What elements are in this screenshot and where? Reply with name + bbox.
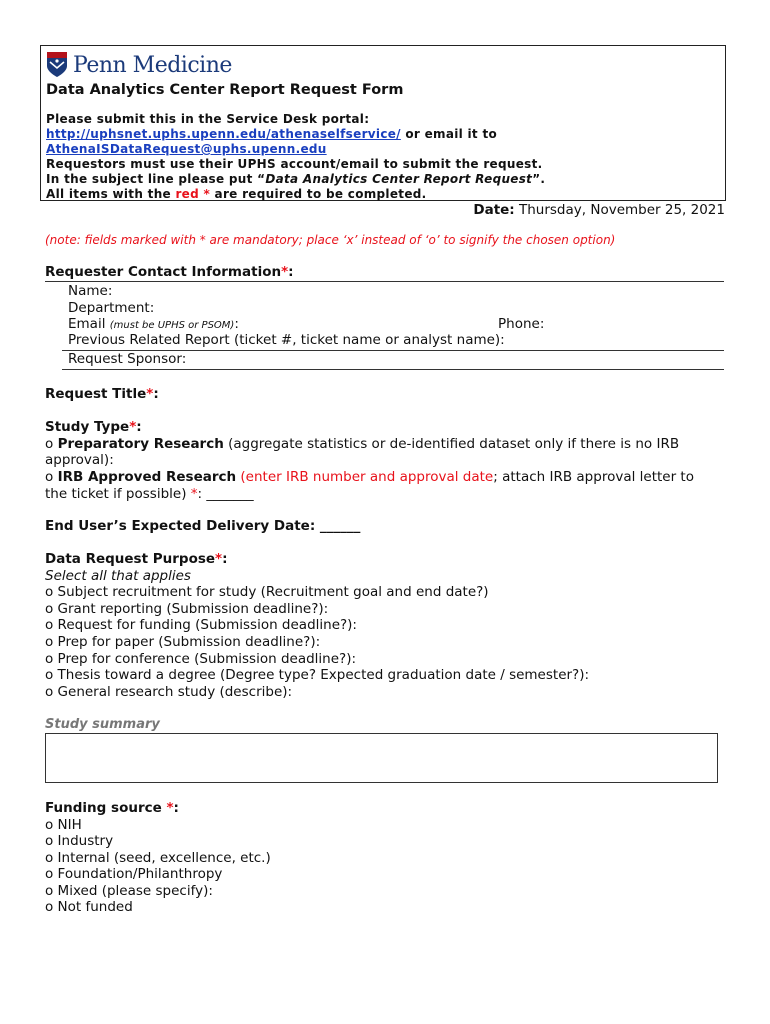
required-star: * [281, 264, 289, 280]
subject-suffix: ”. [532, 172, 546, 186]
sponsor-bottom-divider [62, 369, 724, 370]
required-star: * [215, 551, 223, 567]
logo-wordmark: Penn Medicine [73, 52, 232, 78]
required-star: * [166, 800, 174, 816]
title-colon: : [288, 264, 294, 280]
required-suffix: are required to be completed. [210, 187, 427, 201]
delivery-date-field[interactable]: End User’s Expected Delivery Date: ______ [45, 518, 361, 534]
subject-text: Data Analytics Center Report Request [265, 172, 533, 186]
instructions-subject [46, 172, 545, 186]
funding-option[interactable]: o Not funded [45, 899, 133, 915]
request-title-label: Request Title [45, 386, 147, 402]
form-title: Data Analytics Center Report Request Form [46, 82, 404, 98]
data-request-email-link[interactable]: AthenaISDataRequest@uphs.upenn.edu [46, 142, 327, 156]
subject-prefix: In the subject line please put “ [46, 172, 266, 186]
instructions-account: Requestors must use their UPHS account/email to submit the request. [46, 157, 543, 171]
requester-phone-field[interactable]: Phone: [498, 316, 545, 332]
funding-section-title [45, 800, 179, 816]
required-star: * [190, 486, 198, 502]
requester-title-text: Requester Contact Information [45, 264, 282, 280]
purpose-option[interactable]: o Thesis toward a degree (Degree type? Expected graduation date / semester?): [45, 667, 590, 683]
funding-option[interactable]: o NIH [45, 817, 82, 833]
mandatory-note: (note: fields marked with * are mandatory; place ‘x’ instead of ‘o’ to signify the chosen option) [45, 233, 616, 247]
title-colon: : [222, 551, 228, 567]
study-type-option-preparatory[interactable] [45, 436, 679, 452]
required-star: * [146, 386, 154, 402]
option-bullet: o [45, 436, 58, 452]
funding-option[interactable]: o Internal (seed, excellence, etc.) [45, 850, 271, 866]
funding-title-text: Funding source [45, 800, 167, 816]
penn-shield-icon [47, 52, 67, 78]
previous-report-field[interactable]: Previous Related Report (ticket #, ticket name or analyst name): [68, 332, 505, 348]
study-type-irb-cont [45, 486, 254, 502]
study-type-title [45, 419, 142, 435]
instructions-portal: Please submit this in the Service Desk portal: [46, 112, 370, 126]
irb-blank: : _______ [197, 486, 254, 502]
title-colon: : [136, 419, 142, 435]
purpose-option[interactable]: o Subject recruitment for study (Recruitment goal and end date?) [45, 584, 489, 600]
option-description: ; attach IRB approval letter to [493, 469, 694, 485]
request-title-field[interactable] [45, 386, 159, 402]
email-label: Email [68, 316, 106, 332]
study-type-option-irb[interactable] [45, 469, 694, 485]
study-summary-textbox[interactable] [45, 733, 718, 783]
purpose-title-text: Data Request Purpose [45, 551, 216, 567]
required-prefix: All items with the [46, 187, 176, 201]
purpose-option[interactable]: o Request for funding (Submission deadline?): [45, 617, 357, 633]
form-header-box [40, 45, 726, 201]
funding-option[interactable]: o Mixed (please specify): [45, 883, 213, 899]
option-name: Preparatory Research [57, 436, 224, 452]
option-required-detail: (enter IRB number and approval date [236, 469, 494, 485]
purpose-option[interactable]: o Prep for conference (Submission deadline?): [45, 651, 357, 667]
purpose-option[interactable]: o Prep for paper (Submission deadline?): [45, 634, 321, 650]
instructions-link-line [46, 127, 497, 141]
requester-email-field[interactable] [68, 316, 239, 332]
section-divider [45, 281, 724, 282]
email-hint: (must be UPHS or PSOM) [109, 320, 235, 331]
funding-option[interactable]: o Industry [45, 833, 114, 849]
request-sponsor-field[interactable]: Request Sponsor: [68, 351, 187, 367]
funding-option[interactable]: o Foundation/Philanthropy [45, 866, 223, 882]
date-row [473, 202, 725, 218]
purpose-section-title [45, 551, 228, 567]
option-bullet: o [45, 469, 58, 485]
penn-medicine-logo [47, 51, 232, 79]
service-desk-link[interactable]: http://uphsnet.uphs.upenn.edu/athenaselfservice/ [46, 127, 401, 141]
required-star: * [129, 419, 137, 435]
irb-cont-text: the ticket if possible) [45, 486, 191, 502]
required-marker: red * [175, 187, 211, 201]
study-type-preparatory-cont: approval): [45, 452, 114, 468]
requester-department-field[interactable]: Department: [68, 300, 155, 316]
study-type-label: Study Type [45, 419, 130, 435]
requester-section-title [45, 264, 294, 280]
option-name: IRB Approved Research [57, 469, 237, 485]
title-colon: : [173, 800, 179, 816]
requester-name-field[interactable]: Name: [68, 283, 113, 299]
option-description: (aggregate statistics or de-identified dataset only if there is no IRB [223, 436, 680, 452]
purpose-option[interactable]: o Grant reporting (Submission deadline?): [45, 601, 329, 617]
date-label: Date: [473, 202, 515, 218]
purpose-option[interactable]: o General research study (describe): [45, 684, 293, 700]
purpose-subtitle: Select all that applies [45, 568, 191, 584]
instructions-required [46, 187, 427, 201]
link-suffix: or email it to [400, 127, 498, 141]
date-value: Thursday, November 25, 2021 [514, 202, 725, 218]
email-colon: : [234, 316, 239, 332]
email-link-line [46, 142, 327, 156]
title-colon: : [153, 386, 159, 402]
study-summary-label: Study summary [45, 717, 160, 732]
